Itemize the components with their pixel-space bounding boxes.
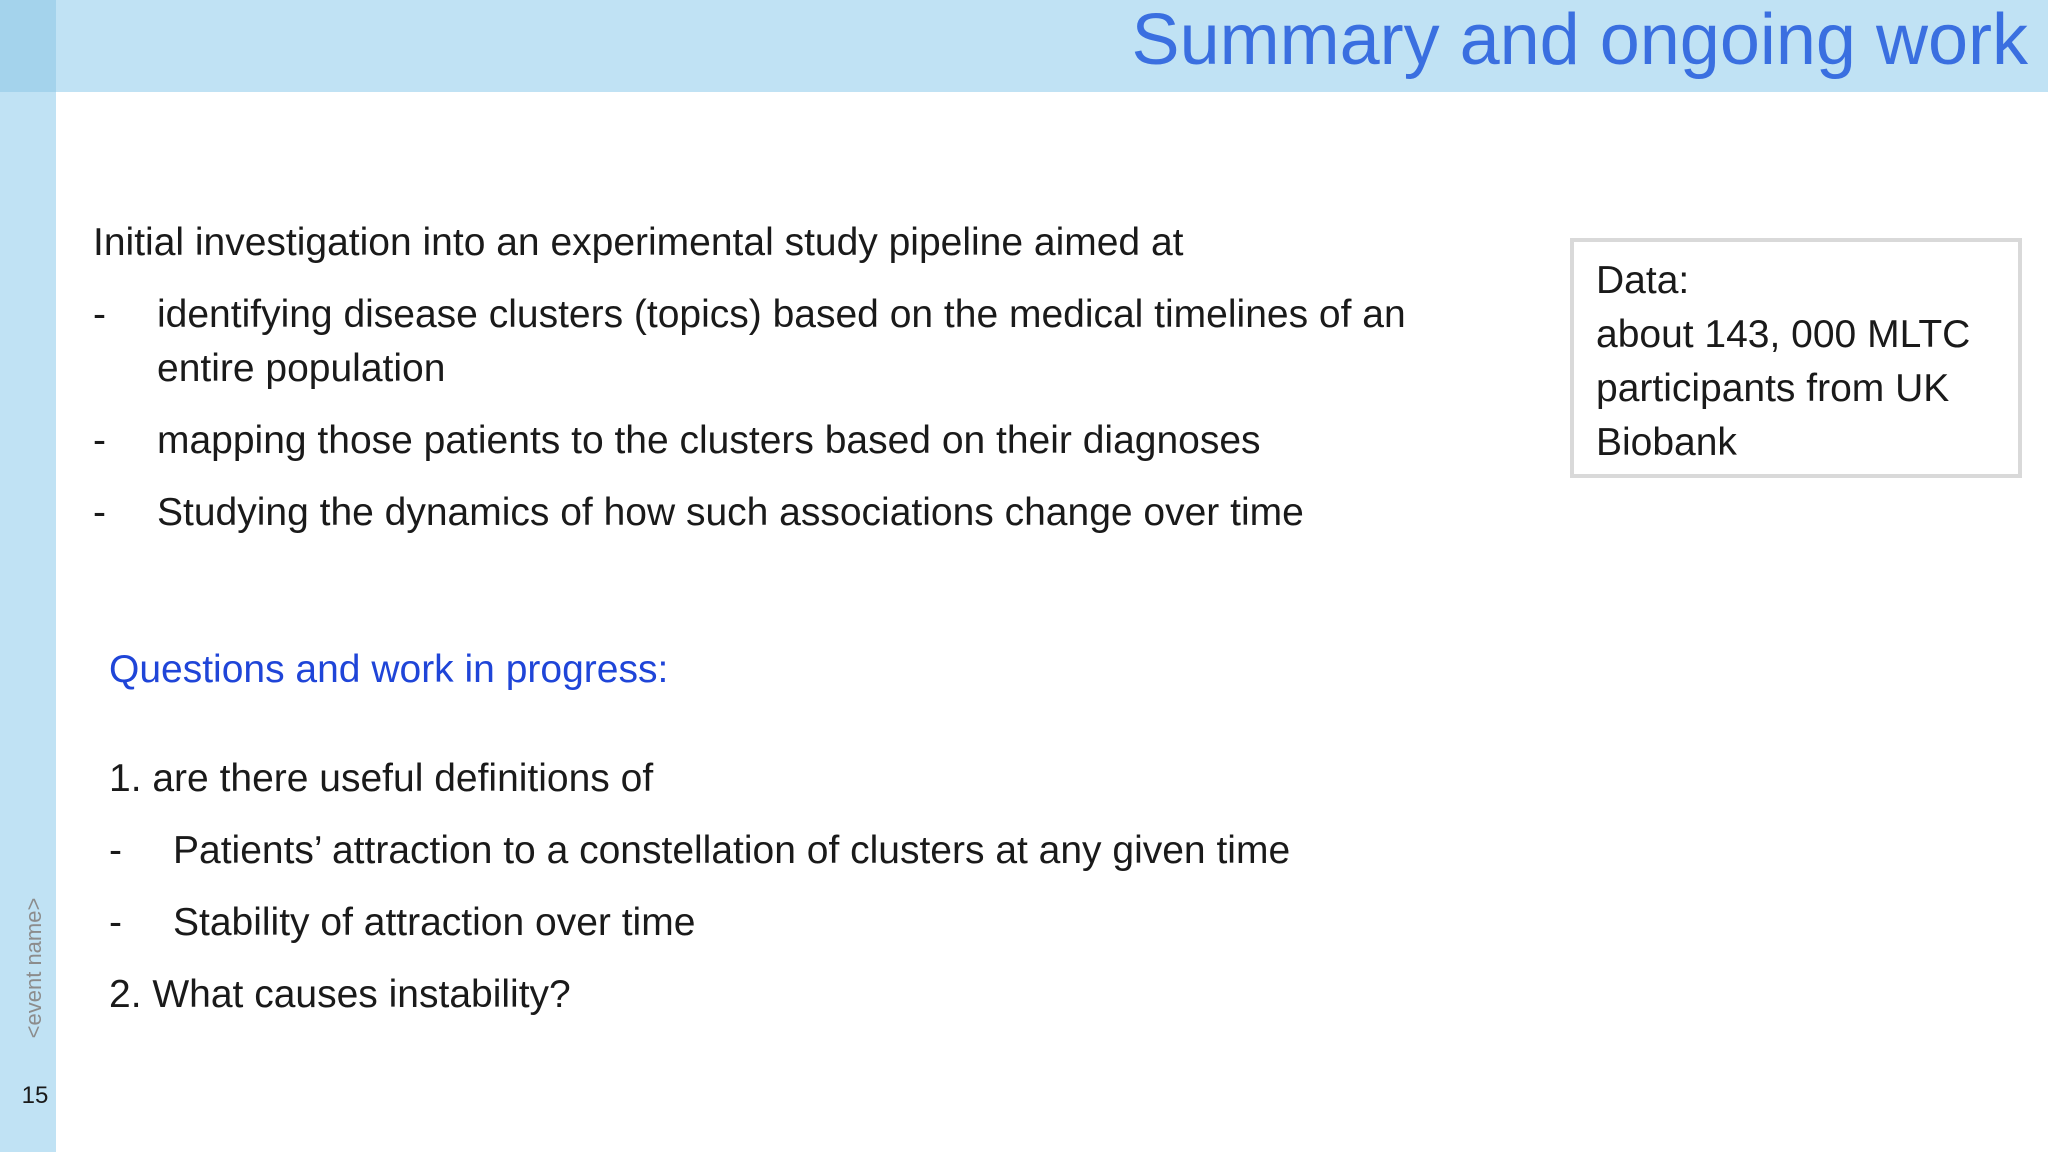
bullet-dash: - <box>109 901 122 944</box>
slide-title: Summary and ongoing work <box>1131 0 2028 80</box>
question-1-sub-1: Patients’ attraction to a constellation of clusters at any given time <box>173 829 1291 872</box>
data-box-line-4: Biobank <box>1596 421 1737 464</box>
questions-heading: Questions and work in progress: <box>109 648 669 691</box>
data-box-line-1: Data: <box>1596 259 1690 302</box>
bullet-dash: - <box>93 293 106 336</box>
question-2: 2. What causes instability? <box>109 973 571 1016</box>
data-box-line-3: participants from UK <box>1596 367 1950 410</box>
data-box-line-2: about 143, 000 MLTC <box>1596 313 1971 356</box>
bullet-dash: - <box>93 491 106 534</box>
bullet-dash: - <box>109 829 122 872</box>
aim-item-1-line-1: identifying disease clusters (topics) based on the medical timelines of an <box>157 293 1406 336</box>
intro-text: Initial investigation into an experimental study pipeline aimed at <box>93 221 1184 264</box>
aim-item-1-line-2: entire population <box>157 347 446 390</box>
bullet-dash: - <box>93 419 106 462</box>
aim-item-3: Studying the dynamics of how such associations change over time <box>157 491 1304 534</box>
aim-item-2: mapping those patients to the clusters based on their diagnoses <box>157 419 1261 462</box>
data-box <box>1570 238 2022 478</box>
page-number: 15 <box>21 1082 49 1109</box>
event-name-label: <event name> <box>21 897 46 1039</box>
question-1: 1. are there useful definitions of <box>109 757 654 800</box>
question-1-sub-2: Stability of attraction over time <box>173 901 696 944</box>
